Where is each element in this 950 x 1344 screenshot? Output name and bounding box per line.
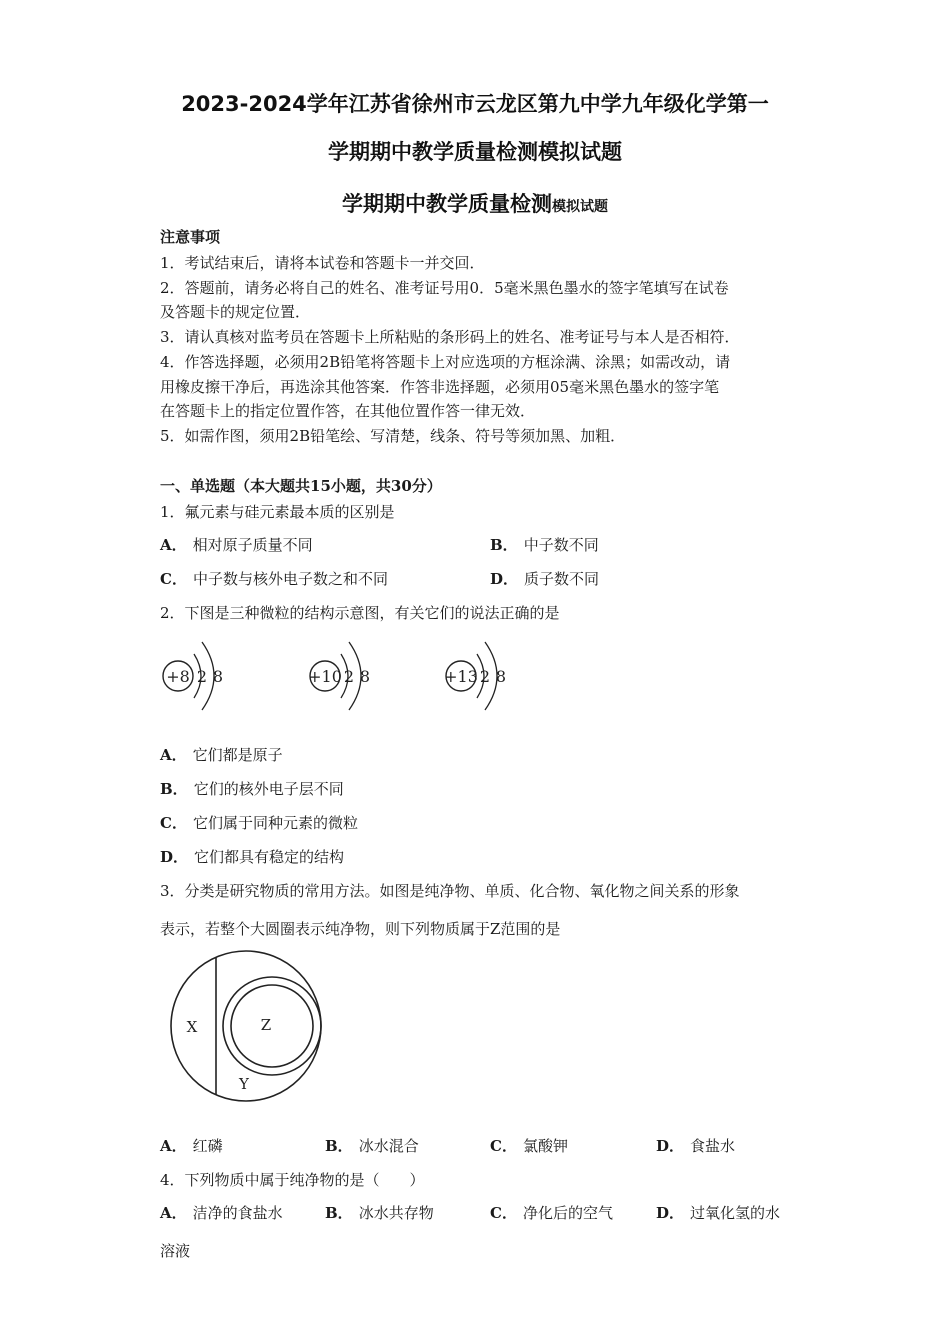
notes-line-6: 用橡皮擦干净后，再选涂其他答案．作答非选择题，必须用05毫米黑色墨水的签字笔 — [160, 378, 720, 396]
inner-circle — [231, 985, 313, 1067]
option-text: 洁净的食盐水 — [192, 1204, 283, 1222]
q2-option-d — [160, 847, 344, 867]
title-line-3 — [0, 188, 950, 218]
option-text: 红磷 — [192, 1137, 223, 1155]
q4-stem: 4．下列物质中属于纯净物的是（ ） — [160, 1171, 425, 1189]
particle-3-shell2: 8 — [495, 667, 507, 686]
q1-option-d — [490, 569, 599, 589]
notes-heading: 注意事项 — [160, 228, 221, 246]
option-letter: B． — [325, 1204, 353, 1222]
q3-option-c — [490, 1136, 568, 1156]
option-text: 它们都是原子 — [192, 746, 283, 764]
q2-option-b — [160, 779, 344, 799]
option-text: 质子数不同 — [524, 570, 600, 588]
option-text: 食盐水 — [690, 1137, 736, 1155]
q2-option-a — [160, 745, 283, 765]
particle-2-nucleus: +10 — [308, 667, 342, 686]
q4-option-c — [490, 1203, 613, 1223]
region-x-label: X — [186, 1018, 198, 1036]
option-letter: C． — [160, 570, 187, 588]
option-letter: C． — [160, 814, 187, 832]
title-line-3-small: 模拟试题 — [552, 199, 608, 215]
particle-3-diagram — [444, 642, 506, 710]
option-letter: C． — [490, 1137, 517, 1155]
option-text: 它们的核外电子层不同 — [193, 780, 344, 798]
q2-stem: 2．下图是三种微粒的结构示意图，有关它们的说法正确的是 — [160, 604, 560, 622]
option-text: 它们都具有稳定的结构 — [194, 848, 345, 866]
option-letter: B． — [160, 780, 188, 798]
option-letter: D． — [656, 1204, 685, 1222]
option-text: 过氧化氢的水 — [690, 1204, 781, 1222]
notes-line-8: 5．如需作图，须用2B铅笔绘、写清楚，线条、符号等须加黑、加粗． — [160, 427, 626, 445]
q3-option-d — [656, 1136, 735, 1156]
q3-stem-line-2: 表示，若整个大圆圈表示纯净物，则下列物质属于Z范围的是 — [160, 920, 561, 938]
notes-line-2: 2．答题前，请务必将自己的姓名、准考证号用0．5毫米黑色墨水的签字笔填写在试卷 — [160, 279, 729, 297]
q1-option-b — [490, 535, 599, 555]
particle-2-shell1: 2 — [343, 667, 355, 686]
q3-stem-line-1: 3．分类是研究物质的常用方法。如图是纯净物、单质、化合物、氧化物之间关系的形象 — [160, 882, 740, 900]
q2-option-c — [160, 813, 358, 833]
option-text: 冰水混合 — [358, 1137, 419, 1155]
option-letter: D． — [656, 1137, 685, 1155]
option-letter: A． — [160, 1137, 187, 1155]
notes-line-7: 在答题卡上的指定位置作答，在其他位置作答一律无效． — [160, 402, 536, 420]
option-text: 相对原子质量不同 — [192, 536, 313, 554]
particle-3-shell1: 2 — [479, 667, 491, 686]
option-text: 冰水共存物 — [358, 1204, 434, 1222]
notes-line-1: 1．考试结束后，请将本试卷和答题卡一并交回． — [160, 254, 485, 272]
option-text: 中子数不同 — [523, 536, 599, 554]
option-letter: A． — [160, 1204, 187, 1222]
pure-substance-venn-diagram — [160, 948, 340, 1108]
atomic-structure-diagrams — [150, 628, 530, 724]
section-heading: 一、单选题（本大题共15小题，共30分） — [160, 477, 442, 495]
option-letter: B． — [325, 1137, 353, 1155]
option-letter: C． — [490, 1204, 517, 1222]
option-letter: D． — [160, 848, 189, 866]
q4-option-a — [160, 1203, 283, 1223]
q4-option-b — [325, 1203, 434, 1223]
title-line-3-main: 学期期中教学质量检测 — [342, 192, 552, 216]
q4-option-d — [656, 1203, 780, 1223]
q1-option-a — [160, 535, 313, 555]
option-text: 中子数与核外电子数之和不同 — [192, 570, 388, 588]
option-text: 它们属于同种元素的微粒 — [192, 814, 358, 832]
region-y-label: Y — [239, 1075, 249, 1093]
particle-1-shell1: 2 — [196, 667, 208, 686]
particle-3-nucleus: +13 — [444, 667, 478, 686]
q4-option-d-continuation: 溶液 — [160, 1242, 191, 1260]
notes-line-4: 3．请认真核对监考员在答题卡上所粘贴的条形码上的姓名、准考证号与本人是否相符． — [160, 328, 740, 346]
option-text: 氯酸钾 — [522, 1137, 568, 1155]
title-line-2: 学期期中教学质量检测模拟试题 — [328, 140, 622, 164]
notes-line-5: 4．作答选择题，必须用2B铅笔将答题卡上对应选项的方框涂满、涂黑；如需改动，请 — [160, 353, 731, 371]
particle-1-shell2: 8 — [212, 667, 224, 686]
particle-1-diagram — [163, 642, 223, 710]
middle-circle — [223, 977, 321, 1075]
region-z-label: Z — [260, 1016, 272, 1034]
particle-2-shell2: 8 — [359, 667, 371, 686]
particle-2-diagram — [308, 642, 370, 710]
option-letter: A． — [160, 746, 187, 764]
q1-stem: 1．氟元素与硅元素最本质的区别是 — [160, 503, 395, 521]
option-letter: A． — [160, 536, 187, 554]
option-letter: D． — [490, 570, 519, 588]
q1-option-c — [160, 569, 388, 589]
q3-option-a — [160, 1136, 223, 1156]
q3-option-b — [325, 1136, 419, 1156]
option-letter: B． — [490, 536, 518, 554]
particle-1-nucleus: +8 — [166, 667, 190, 686]
title-line-1: 2023-2024学年江苏省徐州市云龙区第九中学九年级化学第一 — [181, 92, 769, 116]
option-text: 净化后的空气 — [522, 1204, 613, 1222]
notes-line-3: 及答题卡的规定位置． — [160, 303, 311, 321]
